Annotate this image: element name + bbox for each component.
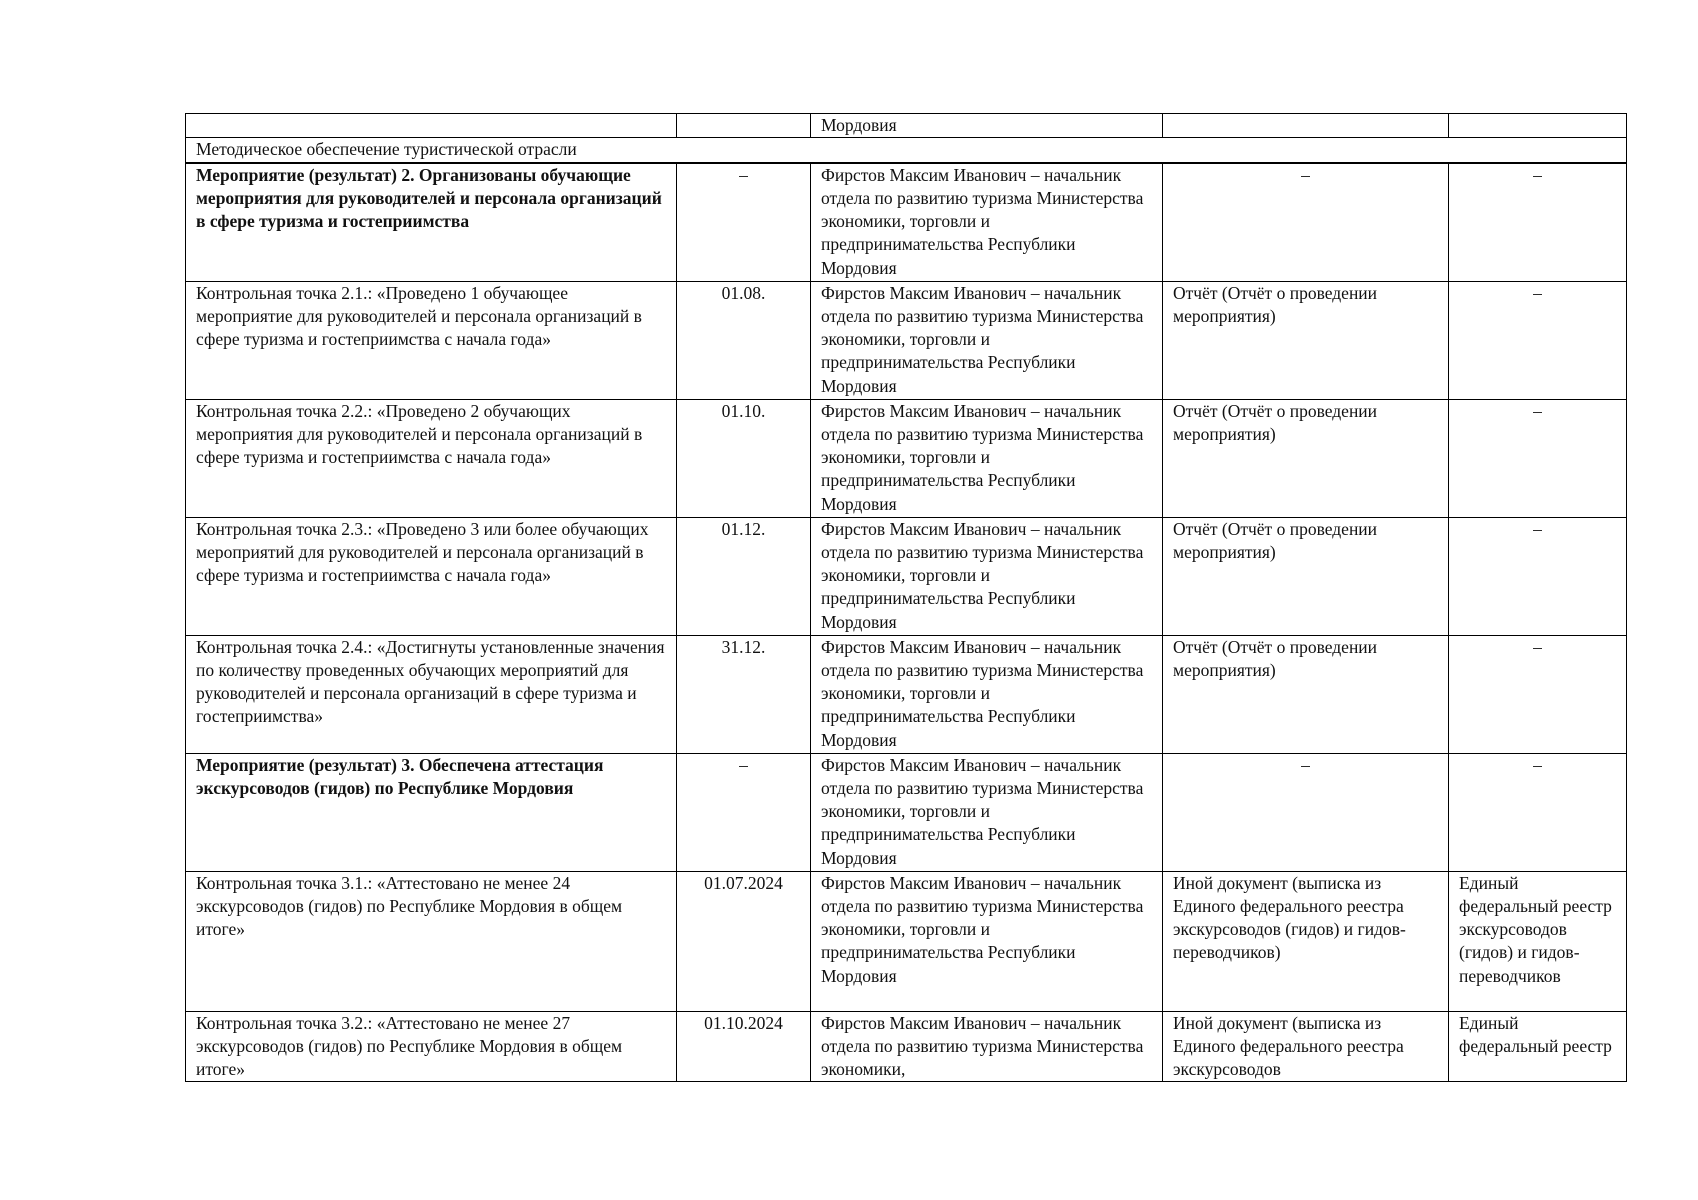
cell-document: – (1163, 753, 1449, 871)
cell-name: Мероприятие (результат) 2. Организованы обучающие мероприятия для руководителей и персонала организаций в сфере туризма и гостеприимства (186, 163, 677, 282)
cell-source: – (1449, 753, 1627, 871)
cell-document: Отчёт (Отчёт о проведении мероприятия) (1163, 517, 1449, 635)
table-row (186, 635, 1627, 753)
cell-document: – (1163, 163, 1449, 282)
cell-source: – (1449, 281, 1627, 399)
cell-source (1449, 114, 1627, 138)
cell-name: Контрольная точка 3.2.: «Аттестовано не менее 27 экскурсоводов (гидов) по Республике Мордовия в общем итоге» (186, 1011, 677, 1082)
cell-document: Отчёт (Отчёт о проведении мероприятия) (1163, 399, 1449, 517)
cell-date: 01.08. (677, 281, 811, 399)
table-row (186, 871, 1627, 1011)
cell-document: Иной документ (выписка из Единого федерального реестра экскурсоводов (гидов) и гидов-переводчиков) (1163, 871, 1449, 1011)
cell-responsible: Фирстов Максим Иванович – начальник отдела по развитию туризма Министерства экономики, торговли и предпринимательства Республики Мордовия (811, 517, 1163, 635)
cell-document: Отчёт (Отчёт о проведении мероприятия) (1163, 281, 1449, 399)
cell-responsible: Фирстов Максим Иванович – начальник отдела по развитию туризма Министерства экономики, торговли и предпринимательства Республики Мордовия (811, 635, 1163, 753)
cell-name: Контрольная точка 2.3.: «Проведено 3 или более обучающих мероприятий для руководителей и персонала организаций в сфере туризма и гостеприимства с начала года» (186, 517, 677, 635)
cell-date: 01.07.2024 (677, 871, 811, 1011)
table-row (186, 399, 1627, 517)
cell-source: – (1449, 399, 1627, 517)
cell-responsible: Фирстов Максим Иванович – начальник отдела по развитию туризма Министерства экономики, торговли и предпринимательства Республики Мордовия (811, 281, 1163, 399)
plan-table (185, 113, 1627, 1082)
cell-name: Контрольная точка 2.4.: «Достигнуты установленные значения по количеству проведенных обучающих мероприятий для руководителей и персонала организаций в сфере туризма и гостеприимства» (186, 635, 677, 753)
cell-name: Контрольная точка 2.2.: «Проведено 2 обучающих мероприятия для руководителей и персонала организаций в сфере туризма и гостеприимства с начала года» (186, 399, 677, 517)
table-row (186, 517, 1627, 635)
table-row (186, 281, 1627, 399)
cell-source: – (1449, 635, 1627, 753)
cell-date (677, 114, 811, 138)
cell-source: – (1449, 163, 1627, 282)
cell-document: Отчёт (Отчёт о проведении мероприятия) (1163, 635, 1449, 753)
cell-responsible: Фирстов Максим Иванович – начальник отдела по развитию туризма Министерства экономики, торговли и предпринимательства Республики Мордовия (811, 163, 1163, 282)
cell-name (186, 114, 677, 138)
cell-date: 01.10. (677, 399, 811, 517)
cell-name: Мероприятие (результат) 3. Обеспечена аттестация экскурсоводов (гидов) по Республике Мордовия (186, 753, 677, 871)
cell-date: 31.12. (677, 635, 811, 753)
table-row (186, 163, 1627, 282)
cell-name: Контрольная точка 3.1.: «Аттестовано не менее 24 экскурсоводов (гидов) по Республике Мордовия в общем итоге» (186, 871, 677, 1011)
cell-name: Контрольная точка 2.1.: «Проведено 1 обучающее мероприятие для руководителей и персонала организаций в сфере туризма и гостеприимства с начала года» (186, 281, 677, 399)
cell-responsible: Фирстов Максим Иванович – начальник отдела по развитию туризма Министерства экономики, торговли и предпринимательства Республики Мордовия (811, 753, 1163, 871)
continuation-row (186, 114, 1627, 138)
cell-document (1163, 114, 1449, 138)
cell-responsible: Фирстов Максим Иванович – начальник отдела по развитию туризма Министерства экономики, торговли и предпринимательства Республики Мордовия (811, 871, 1163, 1011)
table-row (186, 753, 1627, 871)
section-title: Методическое обеспечение туристической отрасли (186, 138, 1627, 163)
cell-date: – (677, 163, 811, 282)
section-row (186, 138, 1627, 163)
cell-responsible: Фирстов Максим Иванович – начальник отдела по развитию туризма Министерства экономики, торговли и предпринимательства Республики Мордовия (811, 399, 1163, 517)
cell-responsible: Фирстов Максим Иванович – начальник отдела по развитию туризма Министерства экономики, (811, 1011, 1163, 1082)
cell-document: Иной документ (выписка из Единого федерального реестра экскурсоводов (1163, 1011, 1449, 1082)
cell-date: – (677, 753, 811, 871)
cell-date: 01.10.2024 (677, 1011, 811, 1082)
cell-date: 01.12. (677, 517, 811, 635)
cell-source: Единый федеральный реестр (1449, 1011, 1627, 1082)
cell-source: Единый федеральный реестр экскурсоводов (гидов) и гидов-переводчиков (1449, 871, 1627, 1011)
table-row (186, 1011, 1627, 1082)
cell-source: – (1449, 517, 1627, 635)
cell-responsible: Мордовия (811, 114, 1163, 138)
